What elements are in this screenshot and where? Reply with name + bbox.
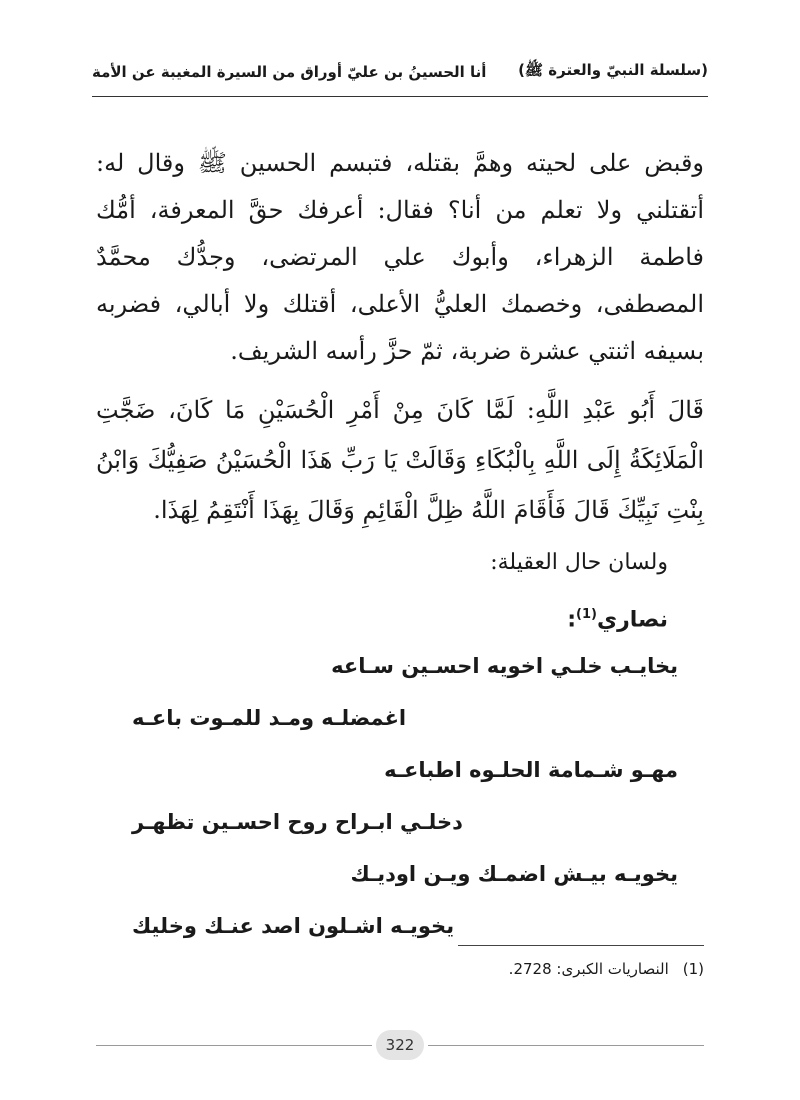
page-number-rule-right: [428, 1045, 704, 1046]
poem-heading-label: نصاري: [596, 607, 668, 633]
poem-heading-colon: :: [567, 607, 577, 633]
poem-heading: [96, 593, 668, 642]
header-divider: [92, 96, 708, 97]
footnote-reference: (1): [576, 607, 597, 622]
book-title: أنا الحسينُ بن عليّ أوراق من السيرة المغيبة عن الأمة: [92, 63, 487, 81]
footnote-text: النصاريات الكبرى: 2728.: [508, 960, 669, 978]
verse-line: يخايـب خلـي اخويه احسـين سـاعه: [331, 654, 678, 678]
main-text: [96, 140, 704, 642]
footnote-number: (1): [682, 960, 704, 978]
verse-line: يخويـه بيـش اضمـك ويـن اوديـك: [350, 862, 678, 886]
verse-line: اغمضلـه ومـد للمـوت باعـه: [132, 706, 407, 730]
hadith-paragraph: قَالَ أَبُو عَبْدِ اللَّهِ: لَمَّا كَانَ مِنْ أَمْرِ الْحُسَيْنِ مَا كَانَ، ضَجَّتِ الْمَلَائِكَةُ إِلَى اللَّهِ بِالْبُكَاءِ وَقَالَتْ يَا رَبِّ هَذَا الْحُسَيْنُ صَفِيُّكَ وَابْنُ بِنْتِ نَبِيِّكَ قَالَ فَأَقَامَ اللَّهُ ظِلَّ الْقَائِمِ وَقَالَ بِهَذَا أَنْتَقِمُ لِهَذَا.: [96, 396, 704, 524]
verse-line: مهـو شـمامة الحلـوه اطباعـه: [384, 758, 678, 782]
page-number-rule-left: [96, 1045, 372, 1046]
narrative-paragraph: وقبض على لحيته وهمَّ بقتله، فتبسم الحسين ﷺ وقال له: أتقتلني ولا تعلم من أنا؟ فقال: أعرفك حقَّ المعرفة، أمُّك فاطمة الزهراء، وأبوك علي المرتضى، وجدُّك محمَّدٌ المصطفى، وخصمك العليُّ الأعلى، أقتلك ولا أبالي، فضربه بسيفه اثنتي عشرة ضربة، ثمّ حزَّ رأسه الشريف.: [96, 149, 705, 365]
verse-line: دخلـي ابـراح روح احسـين تظهـر: [132, 810, 463, 834]
poem-verses: [96, 640, 704, 952]
series-title: (سلسلة النبيّ والعترة ﷺ): [518, 61, 708, 79]
footnote-divider: [458, 945, 704, 946]
verse-line: يخويـه اشـلون اصد عنـك وخليك: [132, 914, 455, 938]
footnote: [96, 960, 704, 978]
page-number: 322: [376, 1030, 424, 1060]
poem-intro: ولسان حال العقيلة:: [490, 550, 668, 575]
running-header: [92, 52, 708, 92]
